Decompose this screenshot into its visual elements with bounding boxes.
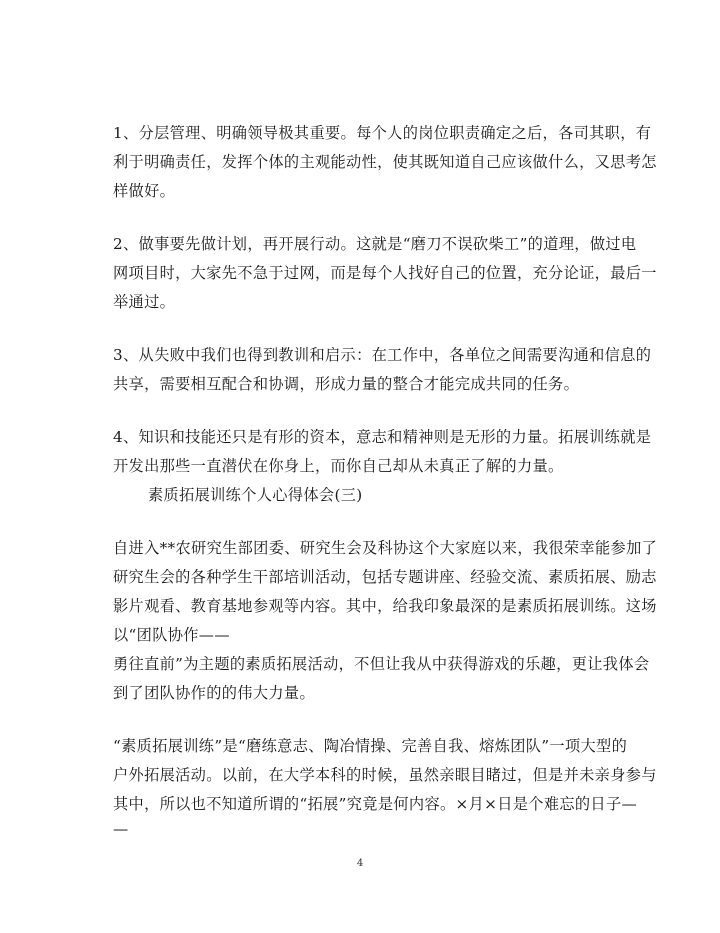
paragraph-3-line-2: 共享，需要相互配合和协调，形成力量的整合才能完成共同的任务。 xyxy=(113,375,580,393)
paragraph-5-line-2: 研究生会的各种学生干部培训活动，包括专题讲座、经验交流、素质拓展、励志 xyxy=(113,568,657,586)
paragraph-5-line-3: 影片观看、教育基地参观等内容。其中，给我印象最深的是素质拓展训练。这场 xyxy=(113,597,657,615)
paragraph-5-line-5: 勇往直前”为主题的素质拓展活动，不但让我从中获得游戏的乐趣，更让我体会 xyxy=(113,655,650,673)
paragraph-6-line-3: 其中，所以也不知道所谓的“拓展”究竟是何内容。×月×日是个难忘的日子— xyxy=(113,795,638,813)
paragraph-3-line-1: 3、从失败中我们也得到教训和启示：在工作中，各单位之间需要沟通和信息的 xyxy=(113,346,652,364)
paragraph-1-line-3: 样做好。 xyxy=(113,182,176,200)
paragraph-2-line-2: 网项目时，大家先不急于过网，而是每个人找好自己的位置，充分论证，最后一 xyxy=(113,264,657,282)
paragraph-1-line-2: 利于明确责任，发挥个体的主观能动性，使其既知道自己应该做什么，又思考怎 xyxy=(113,153,657,171)
paragraph-4-line-2: 开发出那些一直潜伏在你身上，而你自己却从未真正了解的力量。 xyxy=(113,457,564,475)
paragraph-6-line-1: “素质拓展训练”是“磨练意志、陶冶情操、完善自我、熔炼团队”一项大型的 xyxy=(113,737,628,755)
paragraph-2-line-1: 2、做事要先做计划，再开展行动。这就是“磨刀不误砍柴工”的道理，做过电 xyxy=(113,235,637,253)
paragraph-6-line-2: 户外拓展活动。以前，在大学本科的时候，虽然亲眼目睹过，但是并未亲身参与 xyxy=(113,766,657,784)
page-number: 4 xyxy=(356,858,364,869)
paragraph-5-line-1: 自进入**农研究生部团委、研究生会及科协这个大家庭以来，我很荣幸能参加了 xyxy=(113,539,658,557)
section-heading: 素质拓展训练个人心得体会(三) xyxy=(148,486,363,504)
paragraph-5-line-6: 到了团队协作的的伟大力量。 xyxy=(113,684,315,702)
paragraph-6-line-4: — xyxy=(113,820,129,838)
paragraph-1-line-1: 1、分层管理、明确领导极其重要。每个人的岗位职责确定之后，各司其职，有 xyxy=(113,124,652,142)
paragraph-4-line-1: 4、知识和技能还只是有形的资本，意志和精神则是无形的力量。拓展训练就是 xyxy=(113,428,652,446)
paragraph-5-line-4: 以“团队协作—— xyxy=(113,626,230,644)
paragraph-2-line-3: 举通过。 xyxy=(113,293,176,311)
